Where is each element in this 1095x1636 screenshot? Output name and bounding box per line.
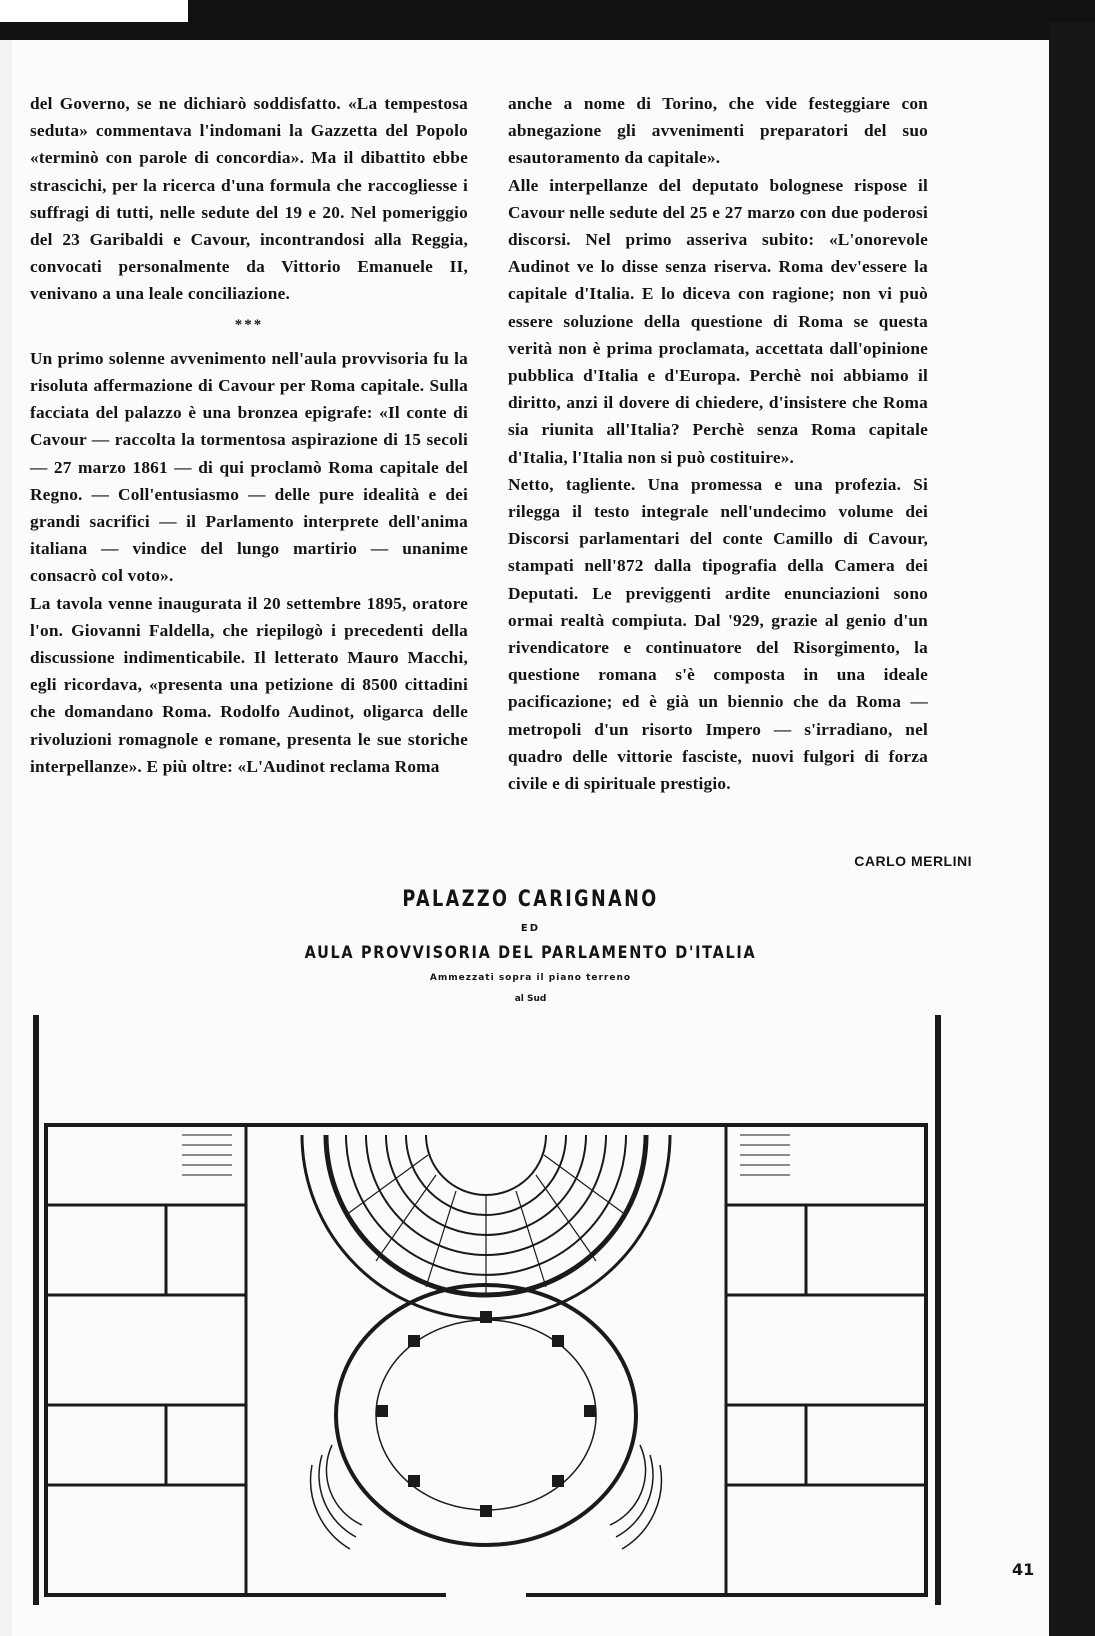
- straight-stairs: [182, 1135, 790, 1175]
- page-number: 41: [1012, 1560, 1035, 1579]
- plan-title: PALAZZO CARIGNANO: [402, 887, 659, 912]
- plan-subtitle: AULA PROVVISORIA DEL PARLAMENTO D'ITALIA: [304, 943, 757, 963]
- right-paragraph-2: Alle interpellanze del deputato bolognese rispose il Cavour nelle sedute del 25 e 27 marzo con due poderosi discorsi. Nel primo asseriva subito: «L'onorevole Audinot ve lo disse senza riserva. Roma dev'essere la capitale d'Italia. E lo diceva con ragione; non vi può essere soluzione della questione di Roma se questa verità non è prima proclamata, accettata dall'opinione pubblica d'Italia e d'Europa. Perchè noi abbiamo il diritto, anzi il dovere di chiedere, d'insistere che Roma sia riunita all'Italia? Perchè senza Roma capitale d'Italia, l'Italia non si può costituire».: [508, 175, 928, 467]
- author-signature: CARLO MERLINI: [854, 853, 972, 869]
- left-paragraph-1: del Governo, se ne dichiarò soddisfatto. «La tempestosa seduta» commentava l'indomani la Gazzetta del Popolo «terminò con parole di concordia». Ma il dibattito ebbe strascichi, per la ricerca d'una formula che raccogliesse i suffragi di tutti, nelle sedute del 19 e 20. Nel pomeriggio del 23 Garibaldi e Cavour, incontrandosi alla Reggia, convocati personalmente da Vittorio Emanuele II, venivano a una leale conciliazione.: [30, 94, 468, 304]
- floor-plan-drawing: [32, 1005, 972, 1615]
- plan-caption-1: Ammezzati sopra il piano terreno: [429, 973, 632, 983]
- plan-right-wing: [726, 1125, 926, 1595]
- plan-caption-2: al Sud: [514, 994, 547, 1004]
- right-paragraph-3: Netto, tagliente. Una promessa e una profezia. Si rilegga il testo integrale nell'undecimo volume dei Discorsi parlamentari del conte Camillo di Cavour, stampati nell'872 dalla tipografia della Camera dei Deputati. Le previggenti ardite enunciazioni sono ormai realtà compiuta. Dal '929, grazie al genio d'un rivendicatore e continuatore del Risorgimento, la questione romana s'è composta in una ideale pacificazione; ed è già un biennio che da Roma — metropoli d'un risorto Impero — s'irradiano, nel quadro delle vittorie fasciste, nuovi fulgori di forza civile e di spirituale prestigio.: [508, 474, 928, 794]
- left-paragraph-2: Un primo solenne avvenimento nell'aula provvisoria fu la risoluta affermazione di Cavour per Roma capitale. Sulla facciata del palazzo è una bronzea epigrafe: «Il conte di Cavour — raccolta la tormentosa aspirazione di 15 secoli — 27 marzo 1861 — di qui proclamò Roma capitale del Regno. — Coll'entusiasmo — delle pure idealità e dei grandi sacrifici — il Parlamento interprete dell'anima italiana — vindice del lungo martirio — unanime consacrò col voto».: [30, 348, 468, 586]
- right-paragraph-1: anche a nome di Torino, che vide festeggiare con abnegazione gli avvenimenti preparatori del suo esautoramento da capitale».: [508, 94, 928, 168]
- rotunda-columns: [376, 1311, 596, 1517]
- left-paragraph-3: La tavola venne inaugurata il 20 settembre 1895, oratore l'on. Giovanni Faldella, che riepilogò i precedenti della discussione indimenticabile. Il letterato Mauro Macchi, egli ricordava, «presenta una petizione di 8500 cittadini che domandano Roma. Rodolfo Audinot, oligarca delle rivoluzioni romagnole e romane, presenta le sue storiche interpellanze». E più oltre: «L'Audinot reclama Roma: [30, 593, 468, 776]
- magazine-page: [12, 40, 1049, 1636]
- plan-conjunction: ED: [520, 923, 541, 934]
- right-column: [508, 90, 928, 797]
- assembly-seats: [346, 1155, 626, 1295]
- curved-staircases: [311, 1445, 662, 1549]
- scan-edge-left: [0, 40, 12, 1636]
- plan-left-wing: [46, 1125, 246, 1595]
- scan-edge-tab: [188, 0, 1095, 24]
- section-separator: ***: [234, 316, 264, 333]
- scan-edge-bar: [0, 22, 1095, 42]
- left-column: [30, 90, 468, 780]
- scan-edge-right: [1049, 22, 1095, 1636]
